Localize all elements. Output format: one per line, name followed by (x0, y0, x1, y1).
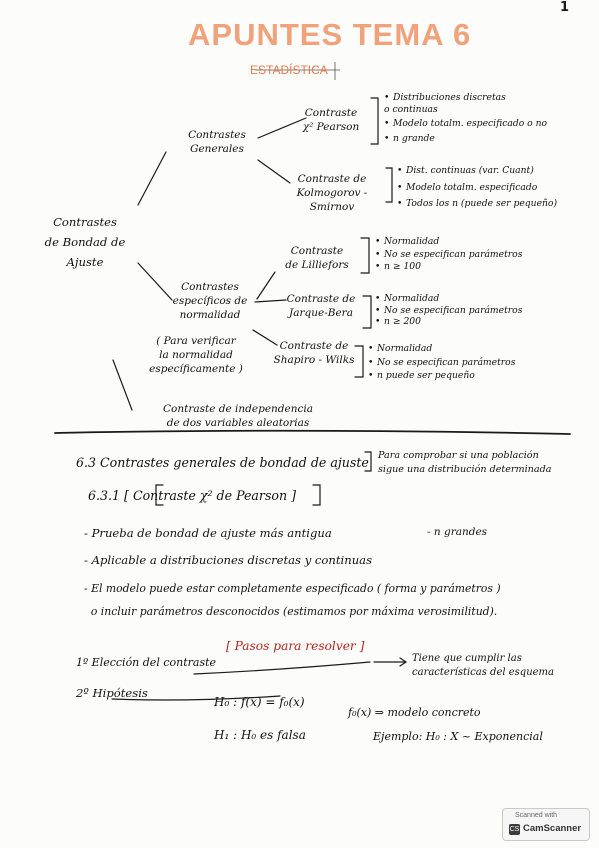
list-item: • Dist. continuas (var. Cuant) (397, 165, 534, 176)
section-heading-note: Para comprobar si una población sigue una distribución determinada (378, 450, 552, 475)
shapiro-wilks-node: Contraste de Shapiro - Wilks (273, 340, 355, 366)
lilliefors-node: Contraste de Lilliefors (285, 245, 349, 271)
ks-node: Contraste de Kolmogorov - Smirnov (296, 173, 368, 213)
ks-items-list (397, 165, 557, 210)
page-subtitle: ESTADÍSTICA (250, 63, 328, 77)
example-hypothesis: Ejemplo: H₀ : X ~ Exponencial (373, 730, 543, 743)
list-item: • No se especifican parámetros (368, 356, 516, 368)
camscanner-badge (502, 808, 590, 841)
normalidad-note: ( Para verificar la normalidad específicamente ) (149, 335, 243, 375)
cumplir-note: Tiene que cumplir las características del esquema (412, 653, 554, 678)
list-item: • Distribuciones discretas o continuas (384, 92, 506, 115)
jarque-bera-items-list (375, 293, 522, 328)
pasos-resolver-label: [ Pasos para resolver ] (226, 639, 365, 653)
independencia-node: Contraste de independencia de dos variables aleatorias (163, 403, 313, 429)
list-item: • Normalidad (375, 236, 440, 247)
generales-node: Contrastes Generales (188, 129, 246, 155)
list-item: • Normalidad (375, 293, 440, 304)
n-grandes-note: - n grandes (427, 526, 488, 538)
step-2-label: 2º Hipótesis (76, 686, 148, 700)
page-number: 1 (560, 0, 570, 15)
jarque-bera-node: Contraste de Jarque-Bera (286, 293, 356, 319)
list-item: • Normalidad (368, 343, 433, 354)
h0-hypothesis: H₀ : f(x) = f₀(x) (214, 695, 305, 709)
list-item: • n ≥ 200 (375, 316, 421, 327)
bullet-item: o incluir parámetros desconocidos (estimamos por máxima verosimilitud). (84, 605, 498, 618)
list-item: • Todos los n (puede ser pequeño) (397, 198, 558, 209)
page-title: APUNTES TEMA 6 (188, 17, 472, 52)
h1-hypothesis: H₁ : H₀ es falsa (214, 728, 306, 742)
list-item: • Modelo totalm. especificado o no (384, 118, 548, 129)
especificos-node: Contrastes específicos de normalidad (172, 281, 248, 321)
chi-pearson-node: Contraste χ² Pearson (302, 107, 360, 133)
section-heading: 6.3 Contrastes generales de bondad de ajuste (76, 455, 369, 470)
list-item: • n ≥ 100 (375, 261, 421, 272)
bullet-item: - Prueba de bondad de ajuste más antigua (84, 526, 332, 540)
step-1-label: 1º Elección del contraste (76, 656, 217, 669)
root-node: Contrastes de Bondad de Ajuste (44, 215, 126, 269)
camscanner-logo-icon: CS (509, 826, 520, 833)
subsection-heading: 6.3.1 [ Contraste χ² de Pearson ] (88, 488, 297, 503)
shapiro-wilks-items-list (368, 343, 515, 382)
f0-model-note: f₀(x) ⇒ modelo concreto (348, 706, 481, 719)
list-item: • n puede ser pequeño (368, 370, 475, 381)
camscanner-label: CamScanner (523, 823, 582, 834)
lilliefors-items-list (375, 236, 522, 273)
bullet-item: - El modelo puede estar completamente especificado ( forma y parámetros ) (84, 582, 501, 595)
list-item: • No se especifican parámetros (375, 304, 523, 316)
list-item: • Modelo totalm. especificado (397, 181, 538, 193)
scanned-with-label: Scanned with (515, 812, 558, 819)
list-item: • n grande (384, 132, 435, 144)
chi-items-list (384, 92, 547, 144)
list-item: • No se especifican parámetros (375, 248, 523, 260)
bullet-item: - Aplicable a distribuciones discretas y continuas (84, 553, 373, 567)
